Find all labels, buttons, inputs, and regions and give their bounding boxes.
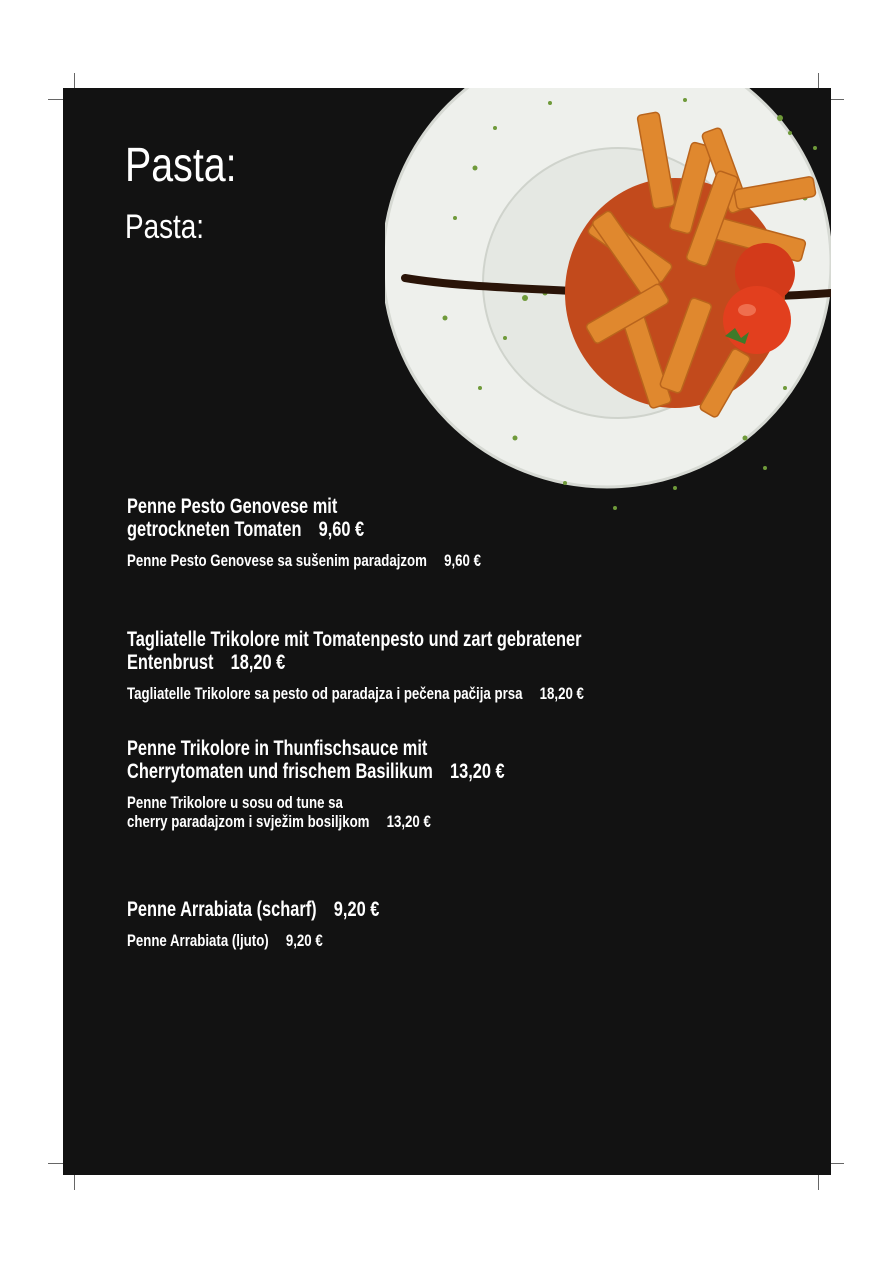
dish-name-hr: Tagliatelle Trikolore sa pesto od paradajza i pečena pačija prsa 18,20 € xyxy=(127,684,584,703)
dish-name-hr: Penne Arrabiata (ljuto) 9,20 € xyxy=(127,931,323,950)
dish-price-hr: 9,60 € xyxy=(444,551,481,570)
dish-name-de: Tagliatelle Trikolore mit Tomatenpesto und zart gebratener Entenbrust 18,20 € xyxy=(127,628,582,674)
dish-price-hr: 9,20 € xyxy=(285,931,323,950)
dish-price-de: 13,20 € xyxy=(450,760,505,783)
crop-mark xyxy=(48,1163,64,1164)
dish-name-de: Penne Pesto Genovese mit getrockneten Tomaten 9,60 € xyxy=(127,495,365,541)
dish-price-hr: 13,20 € xyxy=(386,812,431,831)
dish-name-hr: Penne Pesto Genovese sa sušenim paradajzom 9,60 € xyxy=(127,551,481,570)
dish-name-hr: Penne Trikolore u sosu od tune sa cherry paradajzom i svježim bosiljkom 13,20 € xyxy=(127,793,431,831)
crop-mark xyxy=(48,99,64,100)
dish-price-de: 9,20 € xyxy=(333,898,380,921)
dish-price-de: 9,60 € xyxy=(318,518,365,541)
pasta-plate-image xyxy=(385,88,831,529)
menu-item xyxy=(127,898,831,950)
page-title: Pasta: xyxy=(125,139,237,192)
dish-price-de: 18,20 € xyxy=(230,651,286,674)
dish-name-de: Penne Arrabiata (scharf) 9,20 € xyxy=(127,898,380,921)
dish-price-hr: 18,20 € xyxy=(539,684,584,703)
dish-name-de: Penne Trikolore in Thunfischsauce mit Cherrytomaten und frischem Basilikum 13,20 € xyxy=(127,737,505,783)
menu-item xyxy=(127,495,831,570)
crop-mark xyxy=(74,1174,75,1190)
page-subtitle: Pasta: xyxy=(125,208,205,246)
menu-item xyxy=(127,628,831,703)
menu-panel xyxy=(63,88,831,1175)
menu-item xyxy=(127,737,831,831)
crop-mark xyxy=(818,1174,819,1190)
crop-mark xyxy=(74,73,75,89)
crop-mark xyxy=(818,73,819,89)
